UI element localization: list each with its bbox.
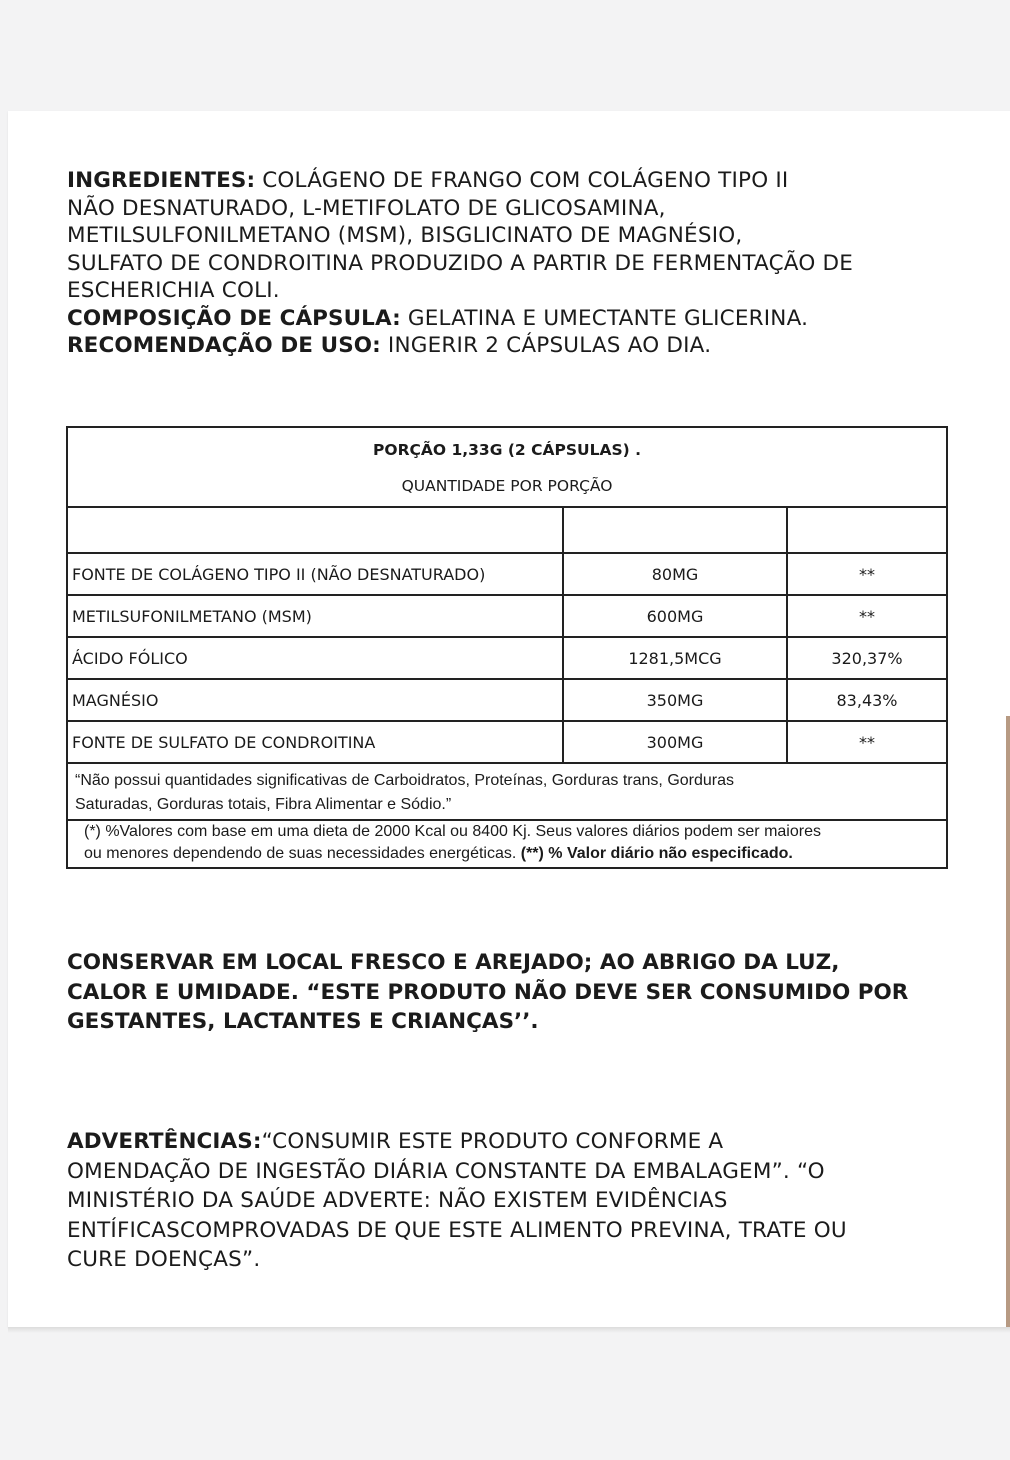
nutrient-daily-value: 83,43%: [787, 679, 947, 721]
warnings-line-5: CURE DOENÇAS”.: [67, 1247, 261, 1272]
portion-size: PORÇÃO 1,33G (2 CÁPSULAS) .: [373, 441, 641, 459]
nutrient-daily-value: 320,37%: [787, 637, 947, 679]
footnote-line-2: ou menores dependendo de suas necessidades energéticas. (**) % Valor diário não especificado.: [84, 845, 793, 862]
nutrition-note: [67, 763, 947, 820]
capsule-label: COMPOSIÇÃO DE CÁPSULA:: [67, 305, 401, 331]
nutrient-row: [67, 553, 947, 595]
nutrition-footnote: [67, 820, 947, 868]
ingredients-line-5: ESCHERICHIA COLI.: [67, 278, 280, 303]
nutrient-row: [67, 595, 947, 637]
empty-header-cell: [787, 507, 947, 553]
ingredients-line-3: METILSULFONILMETANO (MSM), BISGLICINATO DE MAGNÉSIO,: [67, 223, 743, 248]
footnote-bold: (**) % Valor diário não especificado.: [520, 845, 793, 862]
nutrient-name: MAGNÉSIO: [67, 679, 563, 721]
nutrient-amount: 300MG: [563, 721, 787, 763]
nutrition-header: [67, 427, 947, 507]
warnings-line-1: ADVERTÊNCIAS:“CONSUMIR ESTE PRODUTO CONFORME A: [67, 1129, 724, 1154]
nutrient-amount: 350MG: [563, 679, 787, 721]
nutrient-name: FONTE DE COLÁGENO TIPO II (NÃO DESNATURADO): [67, 553, 563, 595]
nutrient-daily-value: **: [787, 553, 947, 595]
nutrient-daily-value: **: [787, 595, 947, 637]
usage-label: RECOMENDAÇÃO DE USO:: [67, 333, 381, 358]
ingredients-label: INGREDIENTES:: [67, 168, 256, 193]
ingredients-line-4: SULFATO DE CONDROITINA PRODUZIDO A PARTIR DE FERMENTAÇÃO DE: [67, 250, 854, 276]
nutrient-name: FONTE DE SULFATO DE CONDROITINA: [67, 721, 563, 763]
page-shadow: [8, 1327, 1010, 1333]
empty-header-cell: [563, 507, 787, 553]
column-header-row: [67, 507, 947, 553]
warnings-line-2: OMENDAÇÃO DE INGESTÃO DIÁRIA CONSTANTE DA EMBALAGEM”. “O: [67, 1158, 825, 1184]
quantity-header: QUANTIDADE POR PORÇÃO: [401, 477, 613, 495]
empty-header-cell: [67, 507, 563, 553]
nutrient-name: METILSUFONILMETANO (MSM): [67, 595, 563, 637]
page-edge-strip: [1006, 716, 1010, 1328]
warnings-line-4: ENTÍFICASCOMPROVADAS DE QUE ESTE ALIMENTO PREVINA, TRATE OU: [67, 1217, 847, 1243]
nutrition-note-line-2: Saturadas, Gorduras totais, Fibra Alimentar e Sódio.”: [75, 796, 452, 813]
nutrient-row: [67, 721, 947, 763]
nutrient-name: ÁCIDO FÓLICO: [67, 637, 563, 679]
nutrient-amount: 80MG: [563, 553, 787, 595]
storage-instructions: [67, 948, 957, 1037]
warnings-section: [67, 1127, 947, 1275]
storage-line-3: GESTANTES, LACTANTES E CRIANÇAS’’.: [67, 1009, 539, 1034]
nutrition-note-line-1: “Não possui quantidades significativas de Carboidratos, Proteínas, Gorduras trans, Gorduras: [75, 772, 735, 789]
warnings-label: ADVERTÊNCIAS:: [67, 1129, 262, 1154]
nutrient-daily-value: **: [787, 721, 947, 763]
storage-line-1: CONSERVAR EM LOCAL FRESCO E AREJADO; AO ABRIGO DA LUZ,: [67, 950, 840, 975]
nutrient-amount: 600MG: [563, 595, 787, 637]
ingredients-line-2: NÃO DESNATURADO, L-METIFOLATO DE GLICOSAMINA,: [67, 195, 666, 221]
ingredients-line-1: INGREDIENTES: COLÁGENO DE FRANGO COM COLÁGENO TIPO II: [67, 168, 789, 193]
nutrient-row: [67, 679, 947, 721]
footnote-line-1: (*) %Valores com base em uma dieta de 2000 Kcal ou 8400 Kj. Seus valores diários podem ser maiores: [84, 823, 821, 840]
nutrient-amount: 1281,5MCG: [563, 637, 787, 679]
warnings-line-3: MINISTÉRIO DA SAÚDE ADVERTE: NÃO EXISTEM EVIDÊNCIAS: [67, 1188, 728, 1213]
capsule-composition: COMPOSIÇÃO DE CÁPSULA: GELATINA E UMECTANTE GLICERINA.: [67, 305, 809, 331]
nutrition-table: [66, 426, 948, 869]
storage-line-2: CALOR E UMIDADE. “ESTE PRODUTO NÃO DEVE SER CONSUMIDO POR: [67, 979, 909, 1005]
nutrient-row: [67, 637, 947, 679]
usage-recommendation: RECOMENDAÇÃO DE USO: INGERIR 2 CÁPSULAS AO DIA.: [67, 333, 712, 358]
ingredients-section: [67, 167, 947, 360]
